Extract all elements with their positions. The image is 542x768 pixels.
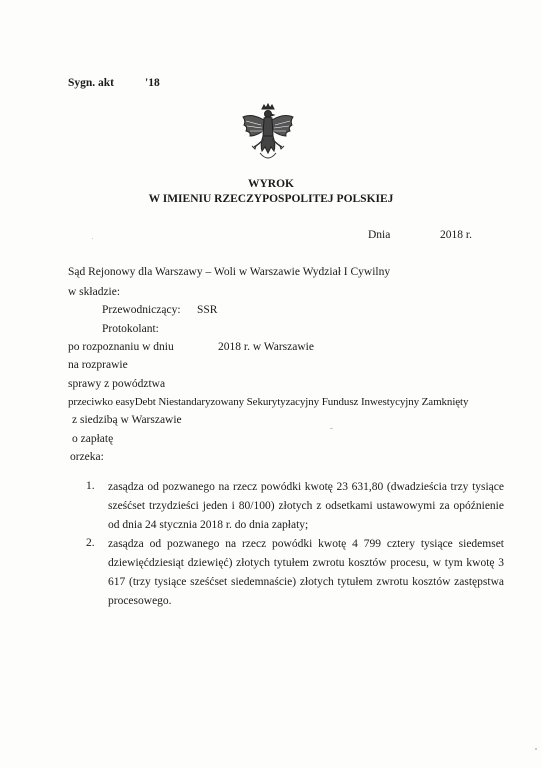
defendant-seat: z siedzibą w Warszawie [72,414,182,426]
date-label: Dnia [368,229,391,241]
composition-label: w składzie: [68,286,121,298]
scan-speck [535,748,537,750]
polish-eagle-emblem-icon [238,103,298,167]
ruling-item-1-text: zasądza od pozwanego na rzecz powódki kwotę 23 631,80 (dwadzieścia trzy tysiące sześćset trzydzieści jeden i 80/100) złotych z odsetkami ustawowymi za opóźnienie od dnia 24 stycznia 2018 r. do dnia zapłaty; [108,481,504,531]
ruling-label: orzeka: [70,451,104,463]
court-name: Sąd Rejonowy dla Warszawy – Woli w Warszawie Wydział I Cywilny [68,266,391,278]
case-number-label: Sygn. akt [68,77,115,89]
defendant-name: przeciwko easyDebt Niestandaryzowany Sekurytyzacyjny Fundusz Inwestycyjny Zamknięty [68,396,469,408]
clerk-label: Protokolant: [102,323,159,335]
ruling-item-2-text: zasądza od pozwanego na rzecz powódki kwotę 4 799 cztery tysiące siedemset dziewięćdziesiąt dziewięć) złotych tytułem zwrotu kosztów procesu, w tym kwotę 3 617 (trzy tysiące sześćset siedemnaście) złotych tytułem zwrotu kosztów zastępstwa procesowego. [108,538,504,607]
ruling-item-2-number: 2. [86,537,95,549]
case-from-label: sprawy z powództwa [68,378,166,390]
case-number-suffix: '18 [145,77,160,89]
scan-speck [92,238,93,239]
hearing-date-value: 2018 r. w Warszawie [218,341,314,353]
session-label: na rozprawie [68,359,128,371]
judgment-subtitle: W IMIENIU RZECZYPOSPOLITEJ POLSKIEJ [148,193,394,205]
hearing-date-label: po rozpoznaniu w dniu [68,341,174,353]
presiding-judge-value: SSR [197,304,218,316]
ruling-item-1-number: 1. [86,480,95,492]
date-year: 2018 r. [440,229,472,241]
case-subject: o zapłatę [72,433,114,445]
scan-speck [330,428,333,429]
judgment-title: WYROK [248,178,294,190]
presiding-judge-label: Przewodniczący: [102,304,181,316]
